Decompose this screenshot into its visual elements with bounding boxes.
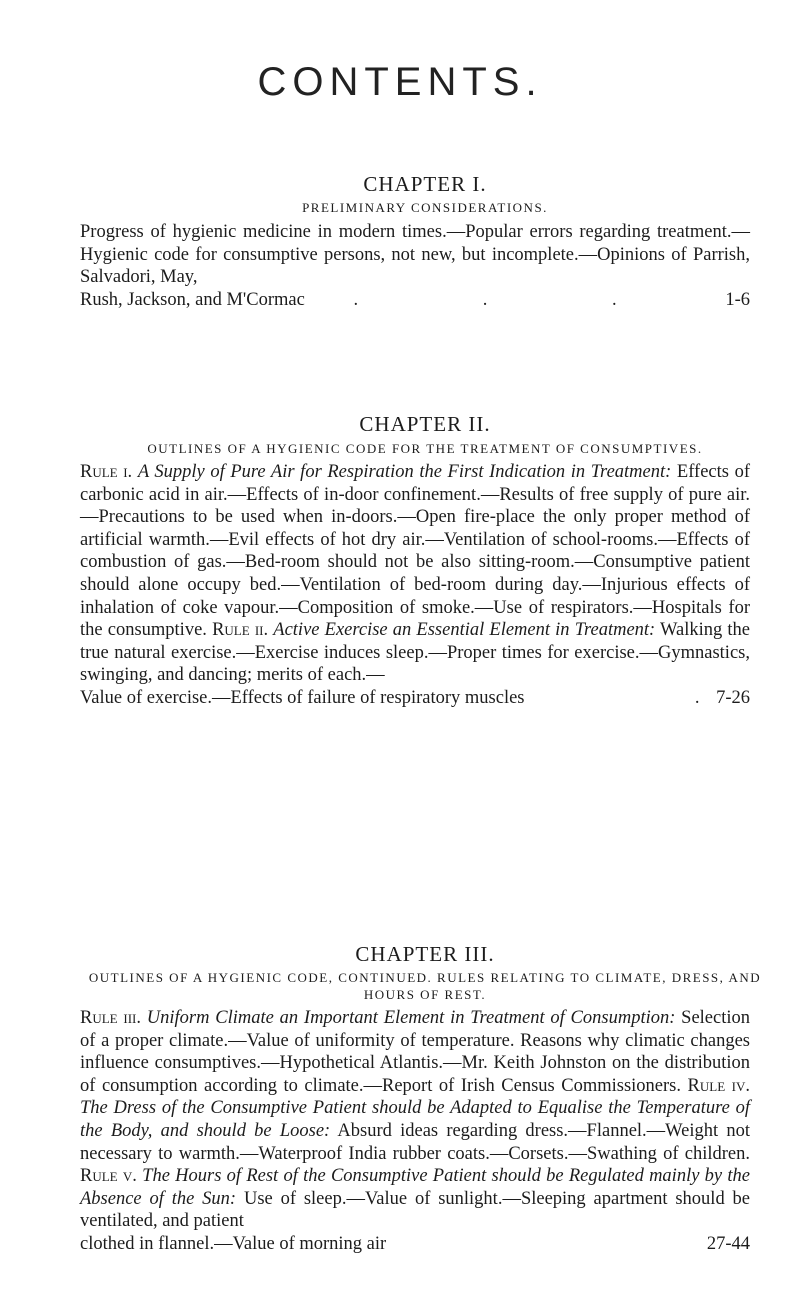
rule-label: Rule v. [80,1166,137,1187]
page-range: 27-44 [706,1233,750,1254]
chapter-heading: CHAPTER III. [355,942,495,966]
rule-title: Active Exercise an Essential Element in Treatment: [273,620,656,641]
page-title: CONTENTS. [257,60,543,104]
rule-text: Absurd ideas regarding dress.—Flannel.—Weight not necessary to warmth.—Waterproof India rubber coats.—Corsets.—Swathing of children. [80,1120,750,1164]
rule-label: Rule iii. [80,1008,142,1028]
rule-label: Rule i. [80,462,133,482]
chapter-summary [80,461,750,710]
contents-entry-line [80,289,750,312]
entry-last-line: clothed in flannel.—Value of morning air [80,1233,387,1254]
dot-leader: . . . [353,289,677,310]
chapter-summary [80,221,750,311]
chapter-heading: CHAPTER I. [363,172,487,196]
dot-leader: . [694,687,700,708]
rule-text: Selection of a proper climate.—Value of uniformity of temperature. Reasons why climatic changes influence consumptives.—Hypothetical Atlantis.—Mr. Keith Johnston on the distribution of consumption according to climate.—Report of Irish Census Commissioners. [80,1008,751,1096]
contents-entry-line [80,687,750,710]
entry-last-line: Rush, Jackson, and M'Cormac [80,289,305,310]
chapter-1 [80,172,750,311]
chapter-subheading: PRELIMINARY CONSIDERATIONS. [302,200,548,215]
chapter-subheading: OUTLINES OF A HYGIENIC CODE FOR THE TREATMENT OF CONSUMPTIVES. [147,441,703,456]
rule-title: The Dress of the Consumptive Patient should be Adapted to Equalise the Temperature of the Body, and should be Loose: [80,1098,750,1141]
rule-text: Use of sleep.—Value of sunlight.—Sleeping apartment should be ventilated, and patient [80,1188,750,1232]
chapter-heading: CHAPTER II. [359,412,491,436]
contents-entry-line [80,1233,750,1256]
chapter-2 [80,412,750,710]
chapter-summary [80,1007,750,1256]
rule-title: The Hours of Rest of the Consumptive Patient should be Regulated mainly by the Absence of the Sun: [80,1166,751,1209]
page-range: 7-26 [716,687,750,708]
rule-text: Effects of carbonic acid in air.—Effects of in-door confinement.—Results of free supply of pure air.—Precautions to be used when in-doors.—Open fire-place the only proper method of artificial warmth.—Evil effects of hot dry air.—Ventilation of school-rooms.—Effects of combustion of gas.—Bed-room should not be also sitting-room.—Consumptive patient should alone occupy bed.—Ventilation of bed-room during day.—Injurious effects of inhalation of coke vapour.—Composition of smoke.—Use of respirators.—Hospitals for the consumptive. [80,462,750,641]
rule-title: Uniform Climate an Important Element in Treatment of Consumption: [146,1008,676,1028]
rule-text: Walking the true natural exercise.—Exercise induces sleep.—Proper times for exercise.—Gymnastics, swinging, and dancing; merits of each.— [80,620,750,686]
page-range: 1-6 [725,289,750,310]
chapter-summary-text: Progress of hygienic medicine in modern times.—Popular errors regarding treatment.—Hygienic code for consumptive persons, not new, but incomplete.—Opinions of Parrish, Salvadori, May, [80,222,750,288]
chapter-subheading: OUTLINES OF A HYGIENIC CODE, CONTINUED. RULES RELATING TO CLIMATE, DRESS, AND HOURS OF REST. [88,970,762,1002]
entry-last-line: Value of exercise.—Effects of failure of respiratory muscles [80,687,525,708]
rule-title: A Supply of Pure Air for Respiration the First Indication in Treatment: [137,462,672,482]
rule-label: Rule iv. [687,1075,751,1096]
chapter-3 [80,942,762,1256]
rule-label: Rule ii. [212,620,269,641]
